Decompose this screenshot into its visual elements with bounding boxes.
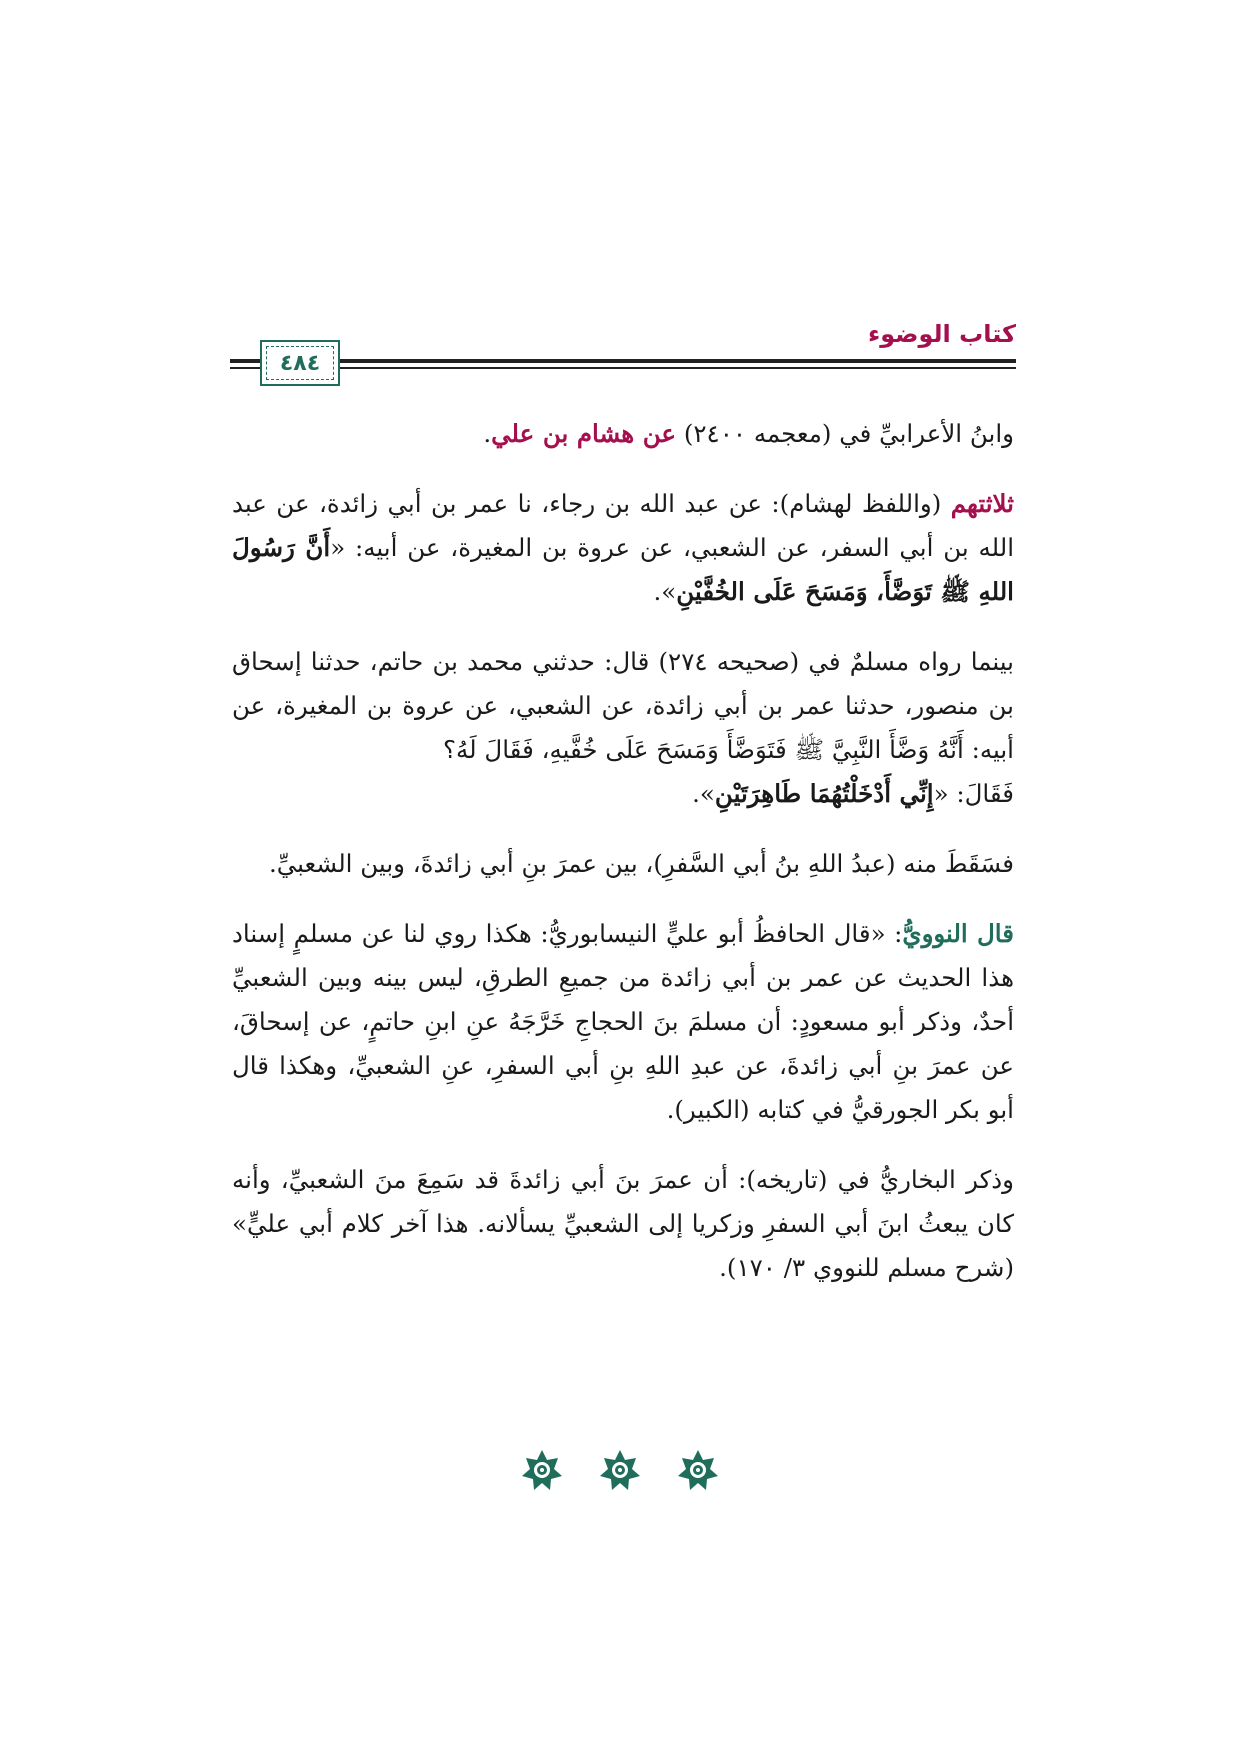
- page-number: ٤٨٤: [266, 346, 334, 380]
- p1-text: وابنُ الأعرابيِّ في (معجمه ٢٤٠٠): [676, 419, 1014, 448]
- flower-ornament-icon: [676, 1448, 720, 1492]
- paragraph-6: [232, 1158, 1014, 1290]
- page-header: [230, 318, 1016, 388]
- flower-ornament-icon: [520, 1448, 564, 1492]
- p3-text: بينما رواه مسلمٌ في (صحيحه ٢٧٤) قال: حدثني محمد بن حاتم، حدثنا إسحاق بن منصور، حدثنا عمر بن أبي زائدة، عن الشعبي، عن عروة بن المغيرة، عن أبيه: أَنَّهُ وَضَّأَ النَّبِيَّ ﷺ فَتَوَضَّأَ وَمَسَحَ عَلَى خُفَّيهِ، فَقَالَ لَهُ؟: [232, 647, 1014, 764]
- p2-lead-word: ثلاثتهم: [950, 489, 1014, 518]
- p2-hadith-quote: أَنَّ رَسُولَ اللهِ ﷺ تَوَضَّأَ، وَمَسَحَ عَلَى الخُفَّيْنِ: [232, 533, 1014, 606]
- paragraph-3: [232, 640, 1014, 772]
- p6-text: وذكر البخاريُّ في (تاريخه): أن عمرَ بنَ أبي زائدةَ قد سَمِعَ منَ الشعبيِّ، وأنه كان يبعثُ ابنَ أبي السفرِ وزكريا إلى الشعبيِّ يسألانه. هذا آخر كلام أبي عليٍّ» (شرح مسلم للنووي ٣/ ١٧٠).: [232, 1165, 1014, 1282]
- book-title: كتاب الوضوء: [867, 320, 1016, 348]
- p3-end: ».: [692, 779, 715, 808]
- p2-text: (واللفظ لهشام): عن عبد الله بن رجاء، نا عمر بن أبي زائدة، عن عبد الله بن أبي السفر، عن الشعبي، عن عروة بن المغيرة، عن أبيه: «: [232, 489, 1014, 562]
- p2-end: ».: [653, 577, 677, 606]
- flower-ornament-icon: [598, 1448, 642, 1492]
- page-body: [232, 412, 1014, 1316]
- closing-ornaments: [520, 1448, 720, 1492]
- page-number-frame: [260, 340, 340, 386]
- paragraph-4: [232, 842, 1014, 886]
- paragraph-5: [232, 912, 1014, 1132]
- p3-said: فَقَالَ: «: [933, 779, 1014, 808]
- header-rule-thin: [230, 367, 1016, 369]
- paragraph-3b: [232, 772, 1014, 816]
- p1-end: .: [483, 419, 492, 448]
- paragraph-1: [232, 412, 1014, 456]
- p3-hadith-quote: إِنِّي أَدْخَلْتُهُمَا طَاهِرَتَيْنِ: [714, 779, 934, 808]
- p1-highlight: عن هشام بن علي: [491, 419, 677, 448]
- p4-text: فسَقَطَ منه (عبدُ اللهِ بنُ أبي السَّفرِ)، بين عمرَ بنِ أبي زائدةَ، وبين الشعبيِّ.: [268, 849, 1014, 878]
- p5-text: : «قال الحافظُ أبو عليٍّ النيسابوريُّ: هكذا روي لنا عن مسلمٍ إسناد هذا الحديث عن عمر بن أبي زائدة من جميعِ الطرقِ، ليس بينه وبين الشعبيِّ أحدٌ، وذكر أبو مسعودٍ: أن مسلمَ بنَ الحجاجِ خَرَّجَهُ عنِ ابنِ حاتمٍ، عن إسحاقَ، عن عمرَ بنِ أبي زائدةَ، عن عبدِ اللهِ بنِ أبي السفرِ، عنِ الشعبيِّ، وهكذا قال أبو بكر الجورقيُّ في كتابه (الكبير).: [232, 919, 1014, 1124]
- paragraph-2: [232, 482, 1014, 614]
- p5-lead-word: قال النوويُّ: [902, 919, 1014, 948]
- header-rule-thick: [230, 359, 1016, 363]
